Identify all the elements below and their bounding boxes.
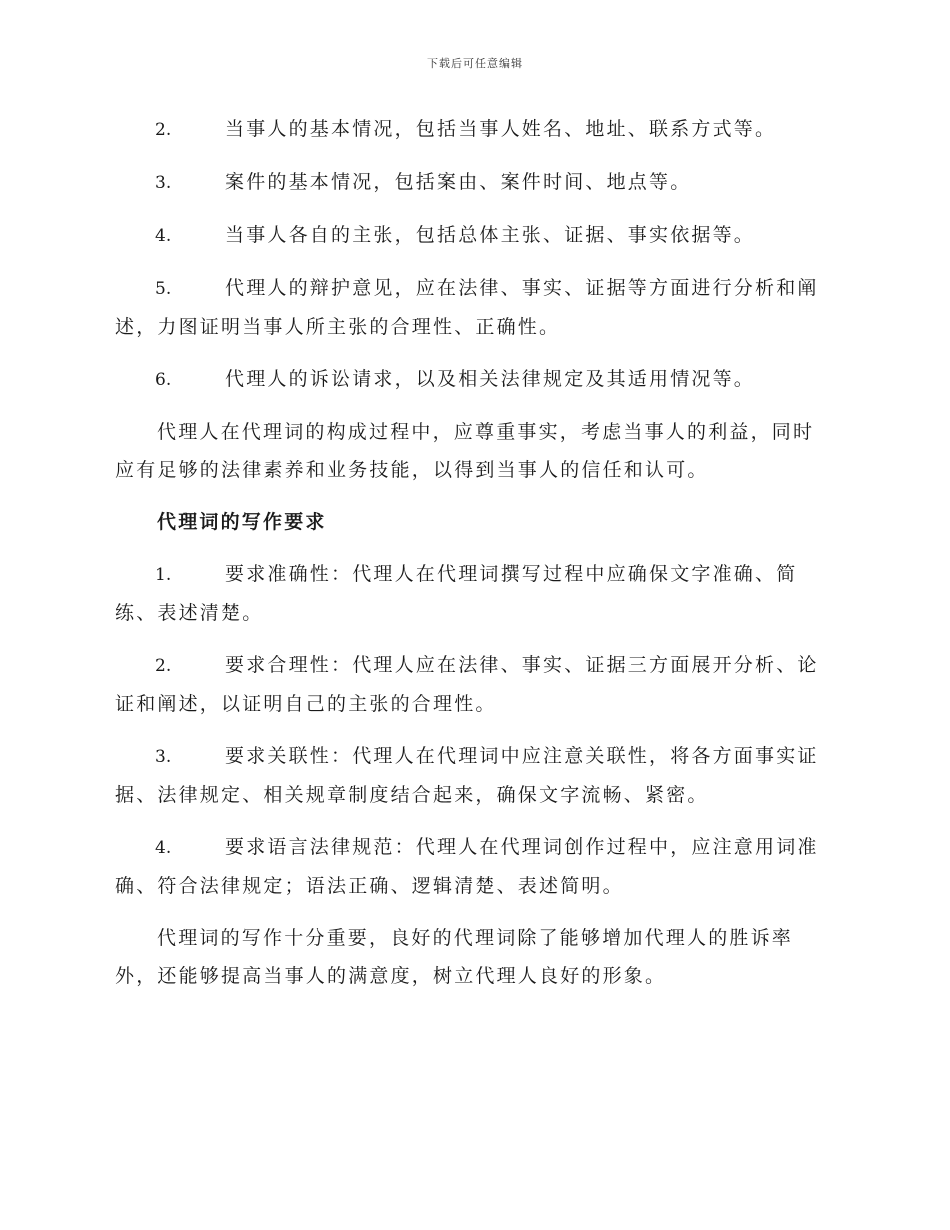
list-item-text: 代理人的诉讼请求，以及相关法律规定及其适用情况等。 (225, 368, 756, 390)
list-item-number: 2. (155, 120, 172, 140)
list-item (115, 216, 835, 255)
list-item (115, 360, 835, 399)
list-item (115, 737, 835, 814)
summary-paragraph: 代理人在代理词的构成过程中，应尊重事实，考虑当事人的利益，同时应有足够的法律素养和业务技能，以得到当事人的信任和认可。 (115, 421, 815, 481)
list-item-text: 要求合理性：代理人应在法律、事实、证据三方面展开分析、论证和阐述，以证明自己的主张的合理性。 (115, 654, 819, 715)
list-item (115, 555, 835, 632)
list-item-number: 3. (155, 747, 172, 767)
summary-paragraph: 代理词的写作十分重要，良好的代理词除了能够增加代理人的胜诉率外，还能够提高当事人的满意度，树立代理人良好的形象。 (115, 927, 794, 987)
list-item-number: 2. (155, 656, 172, 676)
list-item-text: 要求语言法律规范：代理人在代理词创作过程中，应注意用词准确、符合法律规定；语法正确、逻辑清楚、表述简明。 (115, 836, 819, 897)
list-item (115, 269, 835, 346)
document-body (115, 110, 835, 1009)
list-item (115, 646, 835, 723)
list-item-text: 案件的基本情况，包括案由、案件时间、地点等。 (225, 171, 692, 193)
list-item (115, 828, 835, 905)
list-item-text: 要求准确性：代理人在代理词撰写过程中应确保文字准确、简练、表述清楚。 (115, 563, 798, 624)
list-item-text: 代理人的辩护意见，应在法律、事实、证据等方面进行分析和阐述，力图证明当事人所主张的合理性、正确性。 (115, 277, 819, 338)
list-item-text: 当事人各自的主张，包括总体主张、证据、事实依据等。 (225, 224, 756, 246)
page-header: 下载后可任意编辑 (427, 57, 523, 70)
list-item-number: 6. (155, 370, 172, 390)
list-item-number: 4. (155, 838, 172, 858)
list-item (115, 110, 835, 149)
list-item-text: 要求关联性：代理人在代理词中应注意关联性，将各方面事实证据、法律规定、相关规章制度结合起来，确保文字流畅、紧密。 (115, 745, 819, 806)
list-item-number: 3. (155, 173, 172, 193)
list-item (115, 163, 835, 202)
list-item-number: 1. (155, 565, 172, 585)
section-heading: 代理词的写作要求 (157, 511, 327, 533)
list-item-text: 当事人的基本情况，包括当事人姓名、地址、联系方式等。 (225, 118, 777, 140)
list-item-number: 5. (155, 279, 172, 299)
list-item-number: 4. (155, 226, 172, 246)
